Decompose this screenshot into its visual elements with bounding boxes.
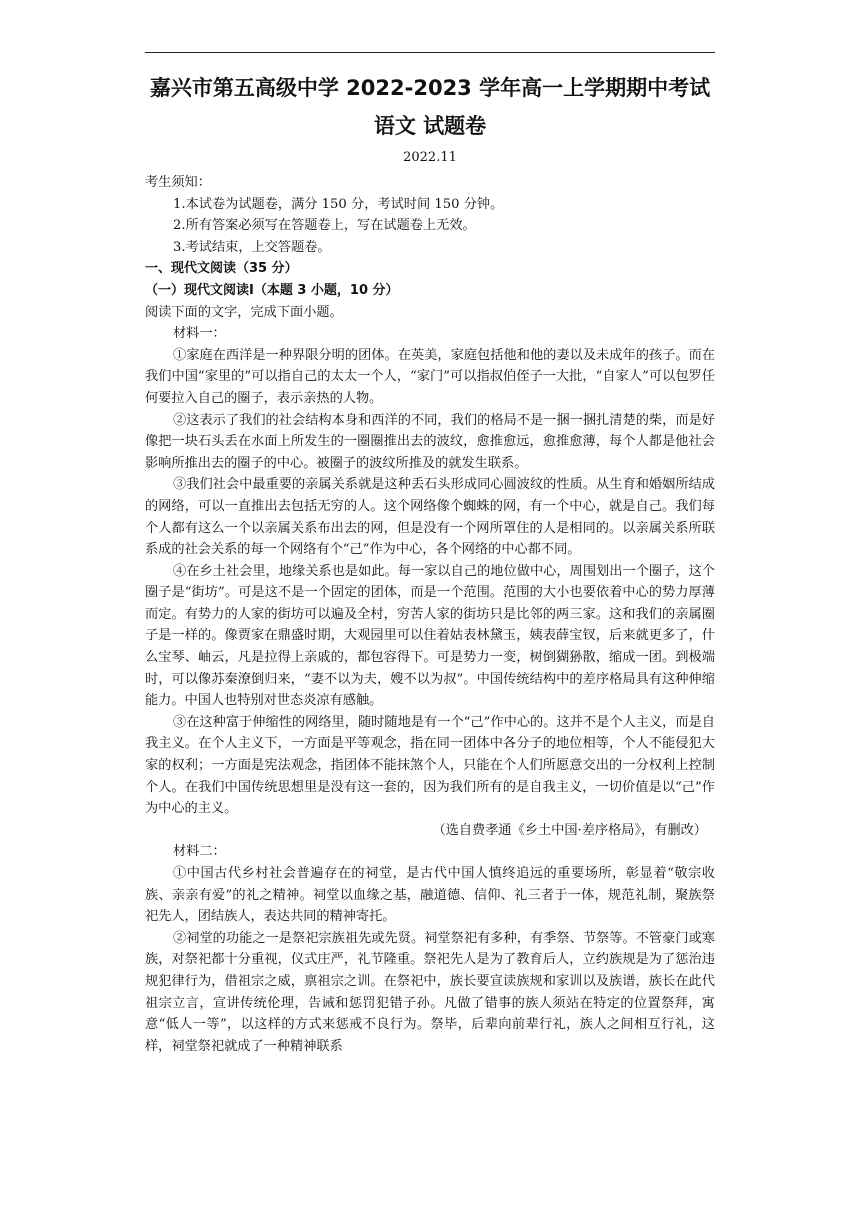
material2-paragraph: ②祠堂的功能之一是祭祀宗族祖先或先贤。祠堂祭祀有多种，有季祭、节祭等。不管豪门或寒族，对祭祀都十分重视，仪式庄严，礼节隆重。祭祀先人是为了教育后人，立约族规是为了惩治违规犯律行为，借祖宗之威，禀祖宗之训。在祭祀中，族长要宣读族规和家训以及族谱，族长在此代祖宗立言，宣讲传统伦理，告诫和惩罚犯错子孙。凡做了错事的族人须站在特定的位置祭拜，寓意“低人一等”，以这样的方式来惩戒不良行为。祭毕，后辈向前辈行礼，族人之间相互行礼，这样，祠堂祭祀就成了一种精神联系 bbox=[145, 930, 715, 1054]
material1-paragraph: ③我们社会中最重要的亲属关系就是这种丢石头形成同心圆波纹的性质。从生育和婚姻所结成的网络，可以一直推出去包括无穷的人。这个网络像个蜘蛛的网，有一个中心，就是自己。我们每个人都有这么一个以亲属关系布出去的网，但是没有一个网所罩住的人是相同的。以亲属关系所联系成的社会关系的每一个网络有个“己”作为中心，各个网络的中心都不同。 bbox=[145, 477, 715, 558]
material1-source: （选自费孝通《乡土中国·差序格局》，有删改） bbox=[432, 822, 707, 838]
section-heading: 一、现代文阅读（35 分） bbox=[145, 261, 298, 277]
material2-label: 材料二： bbox=[173, 844, 226, 860]
notice-heading: 考生须知： bbox=[145, 175, 211, 190]
exam-content bbox=[145, 172, 715, 1057]
notice-item: 2.所有答案必须写在答题卷上，写在试题卷上无效。 bbox=[173, 218, 476, 234]
instruction: 阅读下面的文字，完成下面小题。 bbox=[145, 304, 343, 320]
exam-title: 嘉兴市第五高级中学 2022-2023 学年高一上学期期中考试 bbox=[149, 76, 711, 100]
material1-paragraph: ②这表示了我们的社会结构本身和西洋的不同，我们的格局不是一捆一捆扎清楚的柴，而是好像把一块石头丢在水面上所发生的一圈圈推出去的波纹，愈推愈远，愈推愈薄，每个人都是他社会影响所推出去的圈子的中心。被圈子的波纹所推及的就发生联系。 bbox=[145, 412, 715, 471]
notice-item: 1.本试卷为试题卷，满分 150 分，考试时间 150 分钟。 bbox=[173, 196, 504, 212]
exam-date: 2022.11 bbox=[403, 150, 457, 165]
material1-paragraph: ④在乡土社会里，地缘关系也是如此。每一家以自己的地位做中心，周围划出一个圈子，这个圈子是“街坊”。可是这不是一个固定的团体，而是一个范围。范围的大小也要依着中心的势力厚薄而定。有势力的人家的街坊可以遍及全村，穷苦人家的街坊只是比邻的两三家。这和我们的亲属圈子是一样的。像贾家在鼎盛时期，大观园里可以住着姑表林黛玉，姨表薛宝钗，后来就更多了，什么宝琴、岫云，凡是拉得上亲戚的，都包容得下。可是势力一变，树倒猢狲散，缩成一团。到极端时，可以像苏秦潦倒归来，“妻不以为夫，嫂不以为叔”。中国传统结构中的差序格局具有这种伸缩能力。中国人也特别对世态炎凉有感触。 bbox=[145, 563, 715, 709]
exam-subtitle: 语文 试题卷 bbox=[373, 114, 487, 138]
material2-paragraph: ①中国古代乡村社会普遍存在的祠堂，是古代中国人慎终追远的重要场所，彰显着“敬宗收族、亲亲有爱”的礼之精神。祠堂以血缘之基，融道德、信仰、礼三者于一体，规范礼制，聚族祭祀先人，团结族人，表达共同的精神寄托。 bbox=[145, 866, 715, 925]
notice-item: 3.考试结束，上交答题卷。 bbox=[173, 239, 331, 255]
material1-label: 材料一： bbox=[173, 326, 226, 342]
header-rule bbox=[145, 52, 715, 53]
material1-paragraph: ③在这种富于伸缩性的网络里，随时随地是有一个“己”作中心的。这并不是个人主义，而是自我主义。在个人主义下，一方面是平等观念，指在同一团体中各分子的地位相等，个人不能侵犯大家的权利；一方面是宪法观念，指团体不能抹煞个人，只能在个人们所愿意交出的一分权利上控制个人。在我们中国传统思想里是没有这一套的，因为我们所有的是自我主义，一切价值是以“己”作为中心的主义。 bbox=[145, 714, 715, 817]
subsection-heading: （一）现代文阅读Ⅰ（本题 3 小题，10 分） bbox=[145, 282, 399, 298]
material1-paragraph: ①家庭在西洋是一种界限分明的团体。在英美，家庭包括他和他的妻以及未成年的孩子。而在我们中国“家里的”可以指自己的太太一个人，“家门”可以指叔伯侄子一大批，“自家人”可以包罗任何要拉入自己的圈子，表示亲热的人物。 bbox=[145, 347, 715, 406]
